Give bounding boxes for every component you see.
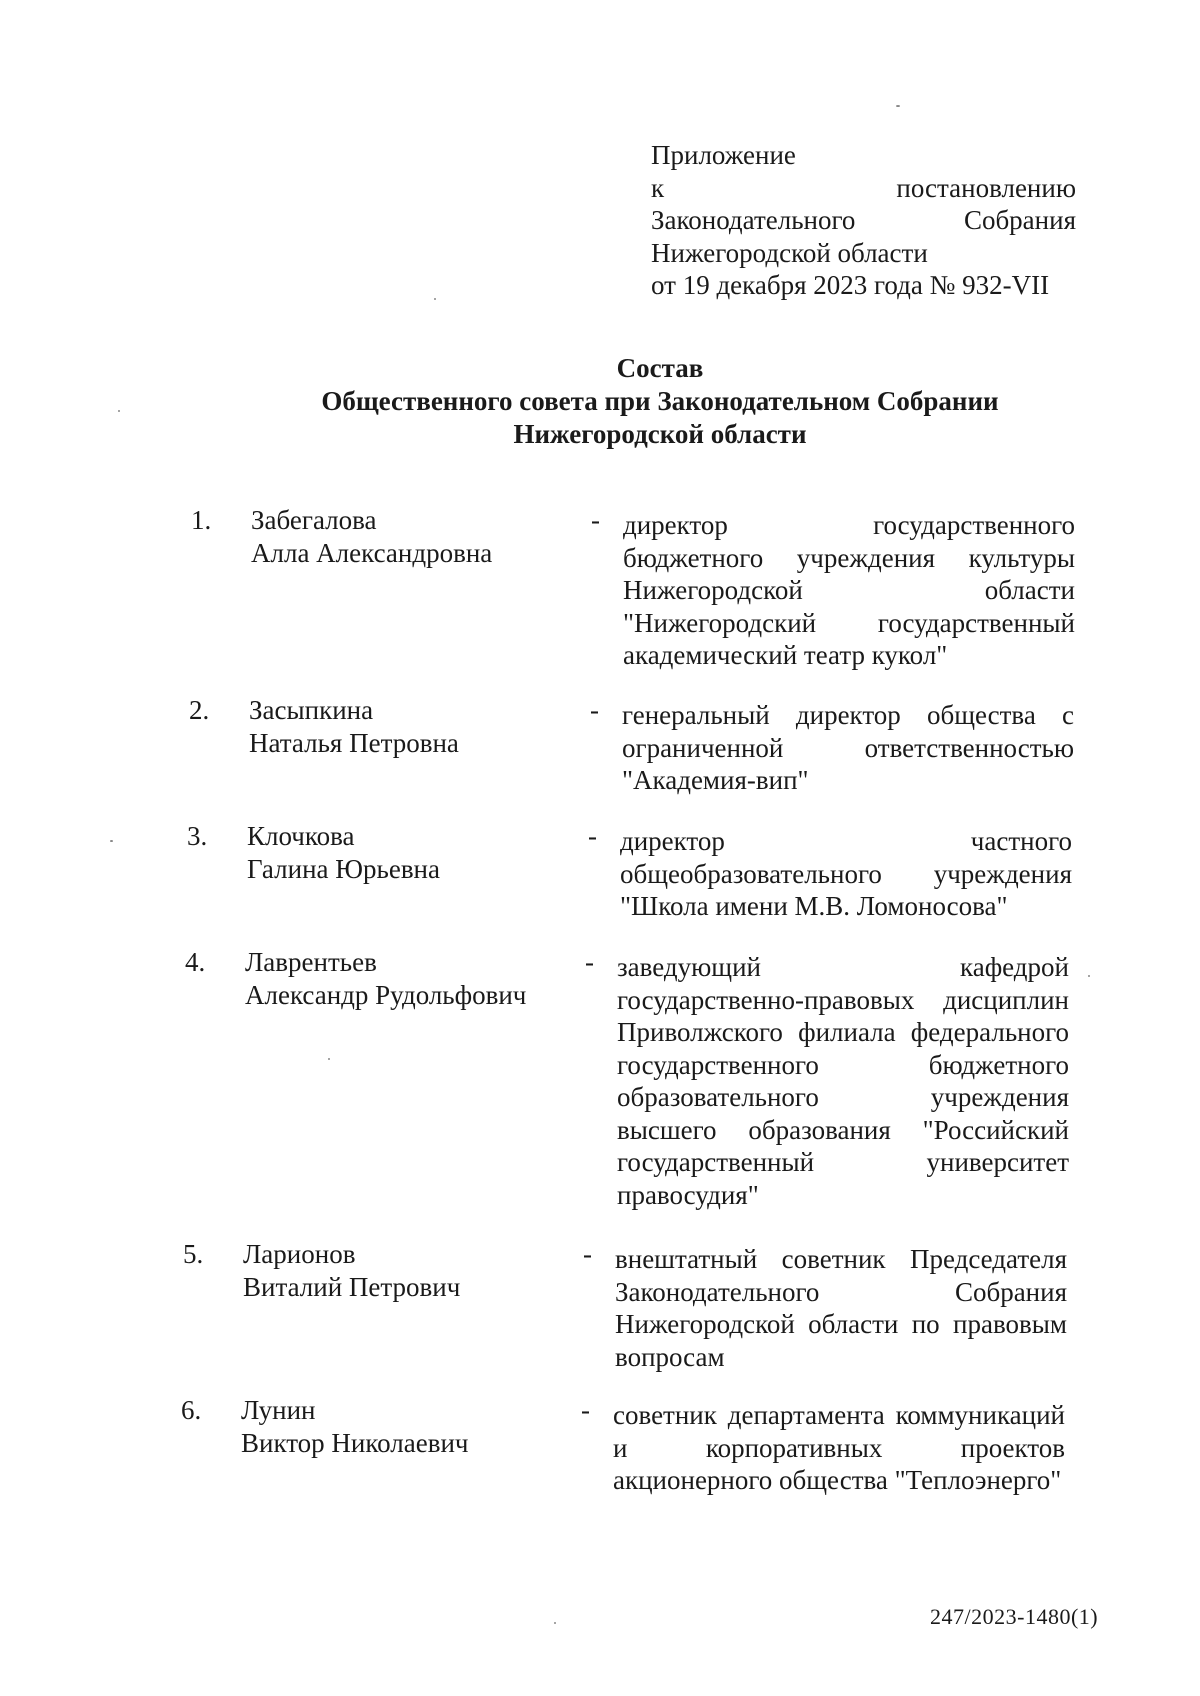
member-dash: - <box>591 505 600 535</box>
document-code: 247/2023-1480(1) <box>930 1604 1099 1629</box>
member-name <box>241 1394 561 1459</box>
member-dash: - <box>590 695 599 725</box>
document-title <box>0 352 1200 451</box>
title-line-2: Общественного совета при Законодательном Собрании <box>321 386 999 416</box>
scan-speck <box>1088 975 1090 977</box>
member-number: 2. <box>189 695 210 725</box>
member-number: 4. <box>185 947 206 977</box>
scan-speck <box>434 298 436 300</box>
annex-line-2-left: к <box>651 172 665 203</box>
annex-line-2-right: постановлению <box>896 172 1076 203</box>
member-dash: - <box>588 821 597 851</box>
member-given-name: Галина Юрьевна <box>247 853 440 884</box>
member-dash: - <box>581 1395 590 1425</box>
member-description: внештатный советник Председателя Законодательного Собрания Нижегородской области по правовым вопросам <box>615 1244 1067 1372</box>
member-description: советник департамента коммуникаций и корпоративных проектов акционерного общества "Теплоэнерго" <box>613 1400 1065 1495</box>
member-surname: Лаврентьев <box>245 947 377 977</box>
member-given-name: Виталий Петрович <box>243 1271 461 1302</box>
member-name <box>243 1238 563 1303</box>
member-dash: - <box>585 947 594 977</box>
member-given-name: Виктор Николаевич <box>241 1427 469 1458</box>
annex-line-5: от 19 декабря 2023 года № 932-VII <box>651 270 1050 300</box>
title-line-3: Нижегородской области <box>513 419 807 449</box>
member-name <box>247 820 567 885</box>
member-description: директор государственного бюджетного учреждения культуры Нижегородской области "Нижегородский государственный академический театр кукол" <box>623 510 1075 670</box>
member-surname: Лунин <box>241 1395 316 1425</box>
member-given-name: Алла Александровна <box>251 537 493 568</box>
member-number: 5. <box>183 1239 204 1269</box>
member-description: генеральный директор общества с ограниченной ответственностью "Академия-вип" <box>622 700 1074 795</box>
annex-line-3-left: Законодательного <box>651 205 856 235</box>
member-surname: Засыпкина <box>249 695 374 725</box>
annex-line-1: Приложение <box>651 140 796 170</box>
annex-line-3 <box>651 204 1076 237</box>
annex-header <box>651 139 1076 302</box>
member-name <box>245 946 565 1011</box>
title-line-1: Состав <box>616 353 704 383</box>
scan-speck <box>896 105 900 107</box>
member-description: директор частного общеобразовательного учреждения "Школа имени М.В. Ломоносова" <box>620 826 1072 921</box>
member-given-name: Наталья Петровна <box>249 727 459 758</box>
member-number: 3. <box>187 821 208 851</box>
member-given-name: Александр Рудольфович <box>245 979 527 1010</box>
scan-speck <box>110 840 113 842</box>
annex-line-4: Нижегородской области <box>651 237 928 268</box>
member-number: 6. <box>181 1395 202 1425</box>
scan-speck <box>328 1058 330 1060</box>
member-name <box>251 504 571 569</box>
member-surname: Клочкова <box>247 821 355 851</box>
member-name <box>249 694 569 759</box>
annex-line-3-right: Собрания <box>963 205 1076 235</box>
member-surname: Ларионов <box>243 1239 356 1269</box>
member-description: заведующий кафедрой государственно-правовых дисциплин Приволжского филиала федерального государственного бюджетного образовательного учреждения высшего образования "Российский государственный университет правосудия" <box>617 952 1069 1210</box>
annex-line-2 <box>651 172 1076 205</box>
member-dash: - <box>583 1239 592 1269</box>
member-number: 1. <box>191 505 212 535</box>
scan-speck <box>554 1622 556 1624</box>
scan-speck <box>118 410 120 412</box>
member-surname: Забегалова <box>251 505 377 535</box>
